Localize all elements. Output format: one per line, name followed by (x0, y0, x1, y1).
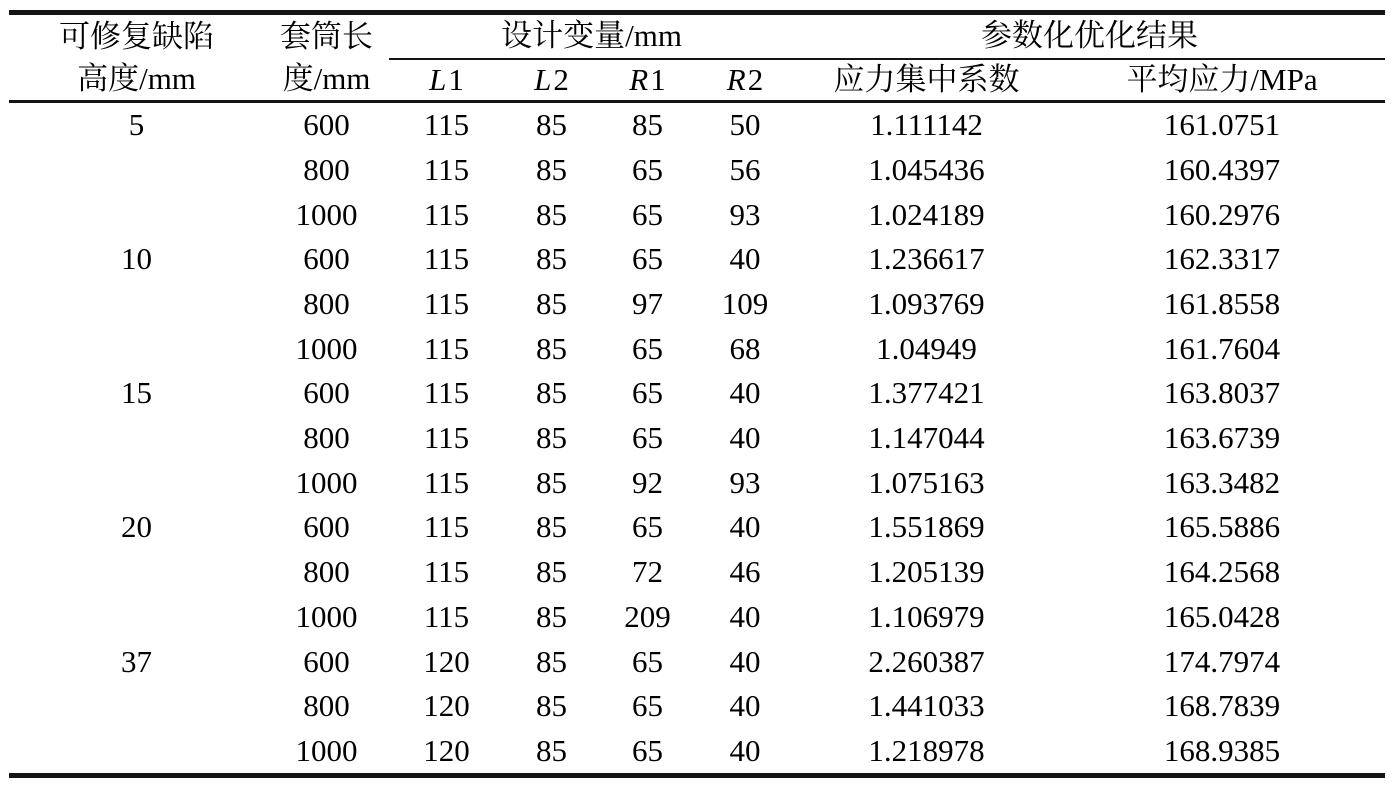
cell-sleeve-length: 1000 (295, 732, 358, 768)
cell-sleeve-length: 1000 (295, 330, 358, 366)
cell-R1: 65 (632, 241, 663, 277)
cell-average-stress: 163.3482 (1163, 464, 1281, 500)
cell-L1: 115 (423, 598, 470, 634)
col-header-defect-height-line2: 高度/mm (9, 59, 264, 102)
cell-sleeve-length: 600 (303, 107, 350, 143)
var-letter: L (429, 61, 447, 97)
cell-R2: 40 (729, 241, 761, 277)
cell-L1: 115 (423, 286, 470, 322)
cell-R2: 40 (729, 375, 761, 411)
cell-average-stress: 174.7974 (1163, 643, 1281, 679)
col-header-average-stress: 平均应力/MPa (1059, 59, 1385, 102)
cell-sleeve-length: 800 (303, 286, 350, 322)
cell-L1: 115 (423, 420, 470, 456)
cell-sleeve-length: 800 (303, 151, 350, 187)
var-num: 1 (448, 61, 464, 97)
cell-R1: 209 (624, 598, 671, 634)
cell-defect-height: 5 (128, 107, 145, 143)
cell-sleeve-length: 600 (303, 375, 350, 411)
cell-L2: 85 (536, 107, 567, 143)
cell-sleeve-length: 600 (303, 241, 350, 277)
cell-average-stress: 161.8558 (1163, 286, 1281, 322)
cell-average-stress: 161.7604 (1163, 330, 1281, 366)
cell-L1: 120 (423, 688, 470, 724)
table-row (9, 550, 1385, 595)
cell-R2: 109 (721, 286, 769, 322)
cell-stress-concentration: 1.441033 (868, 688, 985, 724)
cell-average-stress: 162.3317 (1163, 241, 1281, 277)
cell-average-stress: 168.9385 (1163, 732, 1281, 768)
table-row (9, 102, 1385, 148)
cell-average-stress: 165.5886 (1163, 509, 1281, 545)
cell-stress-concentration: 1.111142 (870, 107, 983, 143)
cell-R2: 56 (729, 151, 761, 187)
cell-stress-concentration: 1.551869 (868, 509, 985, 545)
cell-defect-height (9, 729, 264, 776)
cell-sleeve-length: 600 (303, 643, 350, 679)
cell-sleeve-length: 800 (303, 688, 350, 724)
cell-R1: 97 (632, 286, 663, 322)
cell-defect-height (9, 595, 264, 640)
cell-stress-concentration: 1.218978 (868, 732, 985, 768)
table-row (9, 371, 1385, 416)
cell-average-stress: 163.6739 (1163, 420, 1281, 456)
table-row (9, 148, 1385, 193)
cell-L1: 115 (423, 375, 470, 411)
cell-R2: 40 (729, 420, 761, 456)
cell-sleeve-length: 1000 (295, 464, 358, 500)
cell-stress-concentration: 1.377421 (868, 375, 985, 411)
cell-L1: 115 (423, 554, 470, 590)
var-num: 2 (553, 61, 569, 97)
cell-defect-height (9, 148, 264, 193)
table-body (9, 102, 1385, 776)
cell-defect-height: 37 (121, 643, 152, 679)
header-group-row (9, 13, 1385, 60)
cell-R1: 92 (632, 464, 663, 500)
var-num: 2 (747, 61, 764, 97)
cell-stress-concentration: 2.260387 (868, 643, 985, 679)
col-header-sleeve-length-line2: 度/mm (264, 59, 389, 102)
cell-stress-concentration: 1.236617 (868, 241, 985, 277)
cell-L1: 115 (423, 464, 470, 500)
cell-L2: 85 (536, 196, 567, 232)
cell-L1: 115 (423, 241, 470, 277)
cell-L2: 85 (536, 598, 567, 634)
cell-stress-concentration: 1.04949 (876, 330, 977, 366)
cell-L2: 85 (536, 643, 567, 679)
cell-R2: 40 (729, 688, 761, 724)
table-row (9, 595, 1385, 640)
cell-stress-concentration: 1.106979 (868, 598, 985, 634)
cell-R1: 65 (632, 688, 663, 724)
cell-L1: 115 (423, 107, 470, 143)
cell-defect-height (9, 192, 264, 237)
cell-L1: 115 (423, 151, 470, 187)
col-header-L1 (389, 59, 504, 102)
col-header-stress-concentration: 应力集中系数 (794, 59, 1059, 102)
cell-L2: 85 (536, 151, 567, 187)
table-row (9, 326, 1385, 371)
cell-defect-height: 20 (121, 509, 152, 545)
table-row (9, 461, 1385, 506)
cell-average-stress: 160.4397 (1163, 151, 1281, 187)
cell-L2: 85 (536, 420, 567, 456)
cell-R2: 46 (729, 554, 761, 590)
cell-average-stress: 165.0428 (1163, 598, 1281, 634)
cell-defect-height (9, 550, 264, 595)
col-header-R1 (599, 59, 696, 102)
cell-R2: 40 (729, 509, 761, 545)
cell-L2: 85 (536, 375, 567, 411)
var-num: 1 (650, 61, 666, 97)
var-letter: R (726, 61, 746, 97)
header-sub-row (9, 59, 1385, 102)
cell-stress-concentration: 1.075163 (868, 464, 985, 500)
cell-R1: 65 (632, 375, 663, 411)
cell-R2: 40 (729, 643, 761, 679)
cell-R1: 65 (632, 509, 663, 545)
table-header (9, 13, 1385, 102)
table-row (9, 192, 1385, 237)
cell-R2: 93 (729, 464, 761, 500)
cell-R2: 93 (729, 196, 761, 232)
cell-average-stress: 168.7839 (1163, 688, 1281, 724)
table-row (9, 416, 1385, 461)
cell-L2: 85 (536, 330, 567, 366)
cell-R1: 65 (632, 643, 663, 679)
cell-average-stress: 161.0751 (1163, 107, 1281, 143)
group-header-design-variables: 设计变量/mm (389, 13, 794, 60)
col-header-defect-height-line1: 可修复缺陷 (59, 18, 214, 54)
cell-L1: 115 (423, 509, 470, 545)
cell-sleeve-length: 800 (303, 554, 350, 590)
table-row (9, 639, 1385, 684)
cell-R2: 50 (729, 107, 761, 143)
var-letter: R (629, 61, 649, 97)
col-header-L2 (504, 59, 599, 102)
cell-R2: 68 (729, 330, 761, 366)
col-header-R2 (696, 59, 794, 102)
table-row (9, 237, 1385, 282)
cell-L2: 85 (536, 464, 567, 500)
cell-defect-height: 10 (121, 241, 152, 277)
cell-L2: 85 (536, 241, 567, 277)
cell-R1: 65 (632, 732, 663, 768)
cell-L1: 115 (423, 330, 470, 366)
cell-R1: 72 (632, 554, 663, 590)
cell-R1: 65 (632, 151, 663, 187)
table-row (9, 282, 1385, 327)
var-letter: L (534, 61, 552, 97)
cell-defect-height (9, 416, 264, 461)
cell-R2: 40 (729, 598, 761, 634)
cell-L2: 85 (536, 688, 567, 724)
col-header-sleeve-length-line1: 套筒长 (280, 18, 373, 54)
cell-defect-height (9, 461, 264, 506)
cell-sleeve-length: 1000 (295, 598, 358, 634)
cell-R1: 65 (632, 420, 663, 456)
cell-sleeve-length: 600 (303, 509, 350, 545)
cell-L1: 115 (423, 196, 470, 232)
cell-R1: 65 (632, 330, 663, 366)
cell-defect-height (9, 326, 264, 371)
cell-L1: 120 (423, 643, 470, 679)
cell-stress-concentration: 1.093769 (868, 286, 985, 322)
cell-L2: 85 (536, 286, 567, 322)
cell-R1: 85 (632, 107, 663, 143)
cell-L2: 85 (536, 554, 567, 590)
cell-average-stress: 164.2568 (1163, 554, 1281, 590)
cell-stress-concentration: 1.205139 (868, 554, 985, 590)
optimization-results-table (9, 10, 1385, 778)
table-row (9, 505, 1385, 550)
table-row (9, 729, 1385, 776)
cell-defect-height: 15 (121, 375, 152, 411)
cell-average-stress: 160.2976 (1163, 196, 1281, 232)
cell-defect-height (9, 282, 264, 327)
cell-stress-concentration: 1.024189 (868, 196, 985, 232)
group-header-optimization-results: 参数化优化结果 (794, 13, 1385, 60)
cell-defect-height (9, 684, 264, 729)
cell-R2: 40 (729, 732, 761, 768)
cell-L2: 85 (536, 732, 567, 768)
table-row (9, 684, 1385, 729)
cell-L2: 85 (536, 509, 567, 545)
cell-stress-concentration: 1.045436 (868, 151, 985, 187)
cell-L1: 120 (423, 732, 470, 768)
cell-sleeve-length: 1000 (295, 196, 358, 232)
cell-stress-concentration: 1.147044 (868, 420, 985, 456)
cell-R1: 65 (632, 196, 663, 232)
cell-sleeve-length: 800 (303, 420, 350, 456)
cell-average-stress: 163.8037 (1163, 375, 1281, 411)
